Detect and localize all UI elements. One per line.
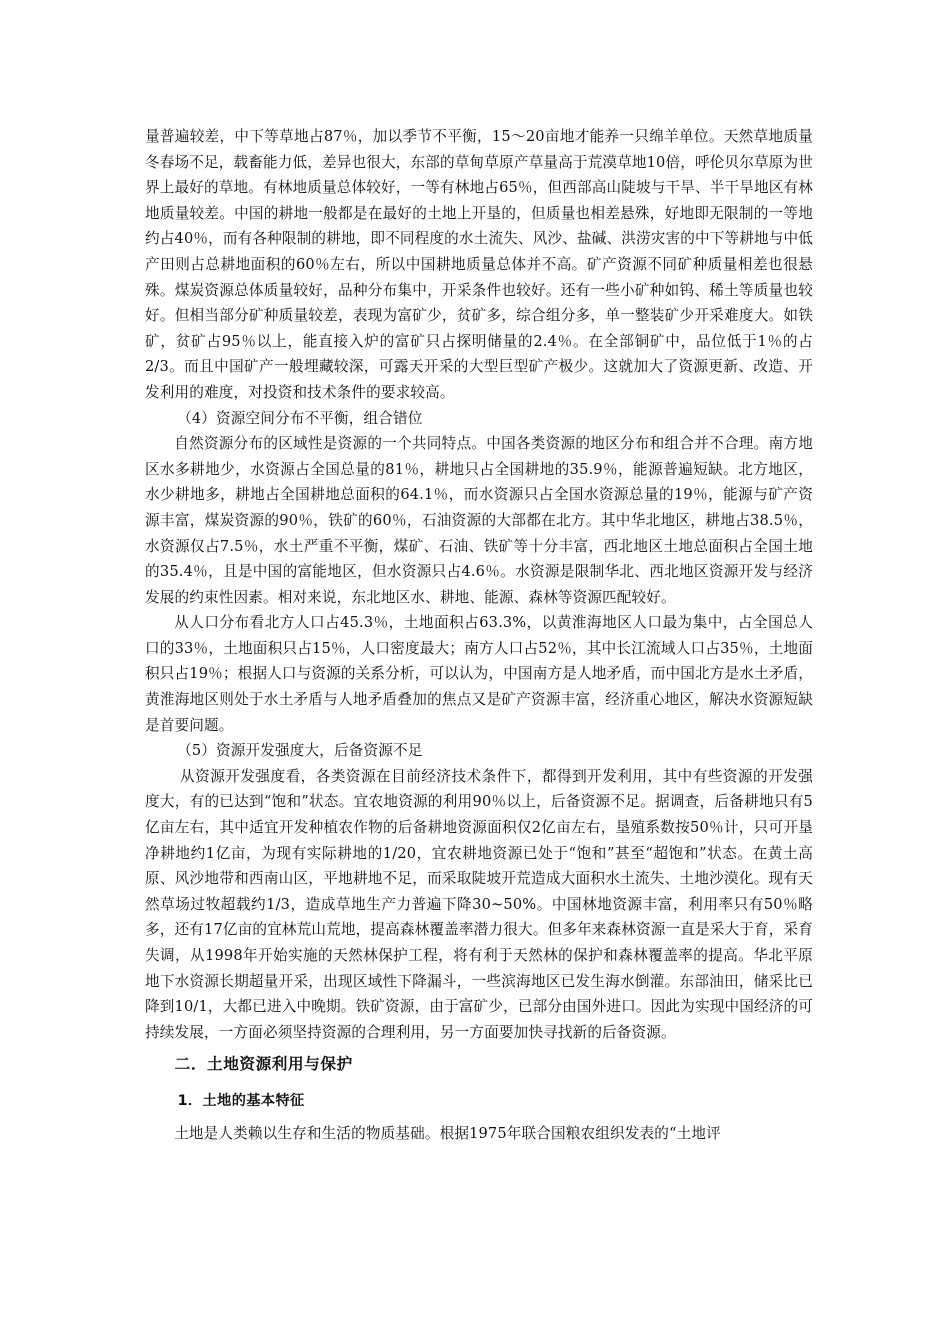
paragraph-regional-distribution: 自然资源分布的区域性是资源的一个共同特点。中国各类资源的地区分布和组合并不合理。南方地区水多耕地少，水资源占全国总量的81％，耕地只占全国耕地的35.9％，能源普遍短缺。北方地区，水少耕地多，耕地占全国耕地总面积的64.1％，而水资源只占全国水资源总量的19％，能源与矿产资源丰富，煤炭资源的90％，铁矿的60％，石油资源的大部都在北方。其中华北地区，耕地占38.5％，水资源仅占7.5％，水土严重不平衡，煤矿、石油、铁矿等十分丰富，西北地区土地总面积占全国土地的35.4％，且是中国的富能地区，但水资源只占4.6％。水资源是限制华北、西北地区资源开发与经济发展的约束性因素。相对来说，东北地区水、耕地、能源、森林等资源匹配较好。 [145, 435, 813, 606]
subsection-heading-land-characteristics: 1．土地的基本特征 [177, 1093, 305, 1110]
paragraph-development-intensity: 从资源开发强度看，各类资源在目前经济技术条件下，都得到开发利用，其中有些资源的开发强度大，有的已达到“饱和”状态。宜农地资源的利用90％以上，后备资源不足。据调查，后备耕地只有5亿亩左右，其中适宜开发种植农作物的后备耕地资源面积仅2亿亩左右，垦殖系数按50％计，只可开垦净耕地约1亿亩，为现有实际耕地的1/20，宜农耕地资源已处于“饱和”甚至“超饱和”状态。在黄土高原、风沙地带和西南山区，平地耕地不足，而采取陡坡开荒造成大面积水土流失、土地沙漠化。现有天然草场过牧超载约1/3，造成草地生产力普遍下降30~50%。中国林地资源丰富，利用率只有50％略多，还有17亿亩的宜林荒山荒地，提高森林覆盖率潜力很大。但多年来森林资源一直是采大于育，采育失调，从1998年开始实施的天然林保护工程，将有利于天然林的保护和森林覆盖率的提高。华北平原地下水资源长期超量开采，出现区域性下降漏斗，一些滨海地区已发生海水倒灌。东部油田，储采比已降到10/1，大都已进入中晚期。铁矿资源，由于富矿少，已部分由国外进口。因此为实现中国经济的可持续发展，一方面必须坚持资源的合理利用，另一方面要加快寻找新的后备资源。 [145, 767, 813, 1041]
paragraph-land-definition: 土地是人类赖以生存和生活的物质基础。根据1975年联合国粮农组织发表的“土地评 [174, 1125, 721, 1143]
document-page [145, 124, 813, 1147]
section-heading-land-resources: 二．土地资源利用与保护 [174, 1055, 353, 1074]
subheading-development-intensity: （5）资源开发强度大，后备资源不足 [177, 742, 423, 760]
paragraph-grassland-forest-mineral-quality: 量普遍较差，中下等草地占87％，加以季节不平衡，15～20亩地才能养一只绵羊单位。天然草地质量冬春场不足，载畜能力低，差异也很大，东部的草甸草原产草量高于荒漠草地10倍，呼伦贝尔草原为世界上最好的草地。有林地质量总体较好，一等有林地占65％，但西部高山陡坡与干旱、半干旱地区有林地质量较差。中国的耕地一般都是在最好的土地上开垦的，但质量也相差悬殊，好地即无限制的一等地约占40％，而有各种限制的耕地，即不同程度的水土流失、风沙、盐碱、洪涝灾害的中下等耕地与中低产田则占总耕地面积的60％左右，所以中国耕地质量总体并不高。矿产资源不同矿种质量相差也很悬殊。煤炭资源总体质量较好，品种分布集中，开采条件也较好。还有一些小矿种如钨、稀土等质量也较好。但相当部分矿种质量较差，表现为富矿少，贫矿多，综合组分多，单一整装矿少开采难度大。如铁矿，贫矿占95％以上，能直接入炉的富矿只占探明储量的2.4％。在全部铜矿中，品位低于1％的占2/3。而且中国矿产一般埋藏较深，可露天开采的大型巨型矿产极少。这就加大了资源更新、改造、开发利用的难度，对投资和技术条件的要求较高。 [145, 128, 813, 401]
paragraph-population-distribution: 从人口分布看北方人口占45.3％，土地面积占63.3%，以黄淮海地区人口最为集中，占全国总人口的33％，土地面积只占15％，人口密度最大；南方人口占52％，其中长江流域人口占35％，土地面积只占19％；根据人口与资源的关系分析，可以认为，中国南方是人地矛盾，而中国北方是水土矛盾，黄淮海地区则处于水土矛盾与人地矛盾叠加的焦点又是矿产资源丰富，经济重心地区，解决水资源短缺是首要问题。 [145, 614, 813, 734]
subheading-spatial-distribution: （4）资源空间分布不平衡，组合错位 [177, 409, 423, 427]
